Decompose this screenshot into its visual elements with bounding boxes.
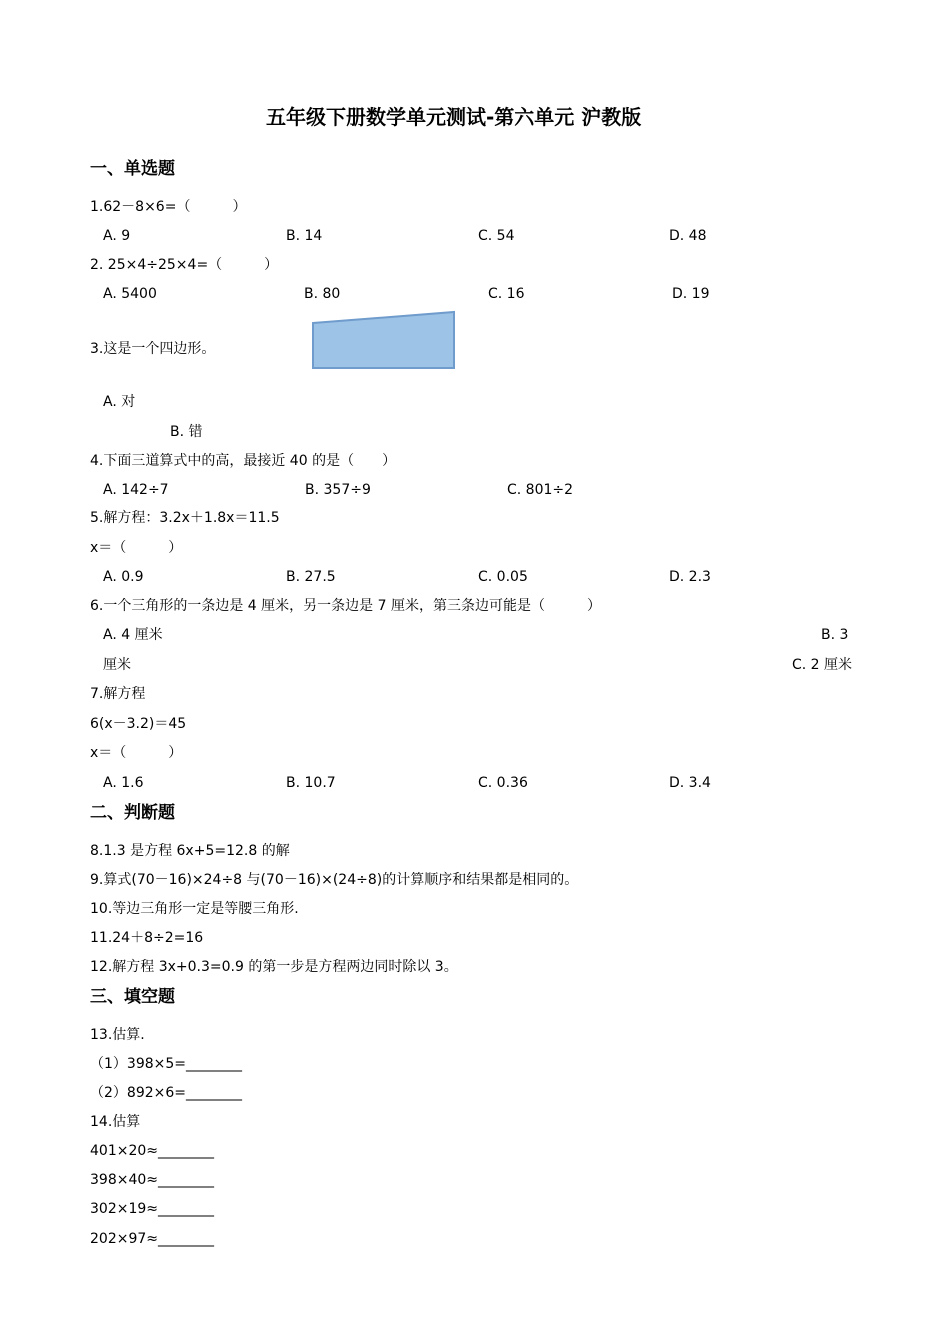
question-14-line-4: 202×97≈________: [90, 1231, 214, 1247]
question-2-stem: 2. 25×4÷25×4=（ ）: [90, 257, 279, 273]
question-14-line-2: 398×40≈________: [90, 1172, 214, 1188]
question-6-option-b: B. 3: [821, 627, 849, 643]
question-3-option-a: A. 对: [103, 394, 136, 410]
question-13-part-2: （2）892×6=________: [90, 1085, 242, 1101]
question-4-stem: 4.下面三道算式中的高，最接近 40 的是（ ）: [90, 453, 397, 469]
question-3-option-b: B. 错: [170, 424, 203, 440]
question-1-option-d: D. 48: [669, 228, 707, 244]
question-4-option-a: A. 142÷7: [103, 482, 169, 498]
question-5-answer-line: x＝（ ）: [90, 540, 183, 556]
question-6-stem: 6.一个三角形的一条边是 4 厘米，另一条边是 7 厘米，第三条边可能是（ ）: [90, 598, 601, 614]
question-14-line-3: 302×19≈________: [90, 1201, 214, 1217]
question-13-stem: 13.估算.: [90, 1027, 145, 1043]
question-2-option-c: C. 16: [488, 286, 525, 302]
question-12: 12.解方程 3x+0.3=0.9 的第一步是方程两边同时除以 3。: [90, 959, 458, 975]
question-6-option-b-unit: 厘米: [103, 657, 131, 673]
question-1-option-a: A. 9: [103, 228, 131, 244]
question-7-equation: 6(x－3.2)＝45: [90, 716, 187, 732]
page-title: 五年级下册数学单元测试-第六单元 沪教版: [266, 105, 642, 129]
question-7-stem: 7.解方程: [90, 686, 146, 702]
question-7-option-b: B. 10.7: [286, 775, 336, 791]
section-heading-fill-in: 三、填空题: [90, 987, 175, 1007]
question-5-option-b: B. 27.5: [286, 569, 336, 585]
question-1-option-c: C. 54: [478, 228, 515, 244]
section-heading-single-choice: 一、单选题: [90, 159, 175, 179]
question-4-option-b: B. 357÷9: [305, 482, 371, 498]
question-5-option-a: A. 0.9: [103, 569, 144, 585]
question-7-option-a: A. 1.6: [103, 775, 144, 791]
question-2-option-b: B. 80: [304, 286, 341, 302]
question-6-option-c: C. 2 厘米: [792, 657, 853, 673]
question-4-option-c: C. 801÷2: [507, 482, 574, 498]
question-3-stem: 3.这是一个四边形。: [90, 341, 216, 357]
question-2-option-a: A. 5400: [103, 286, 157, 302]
question-14-line-1: 401×20≈________: [90, 1143, 214, 1159]
section-heading-true-false: 二、判断题: [90, 803, 175, 823]
question-7-option-d: D. 3.4: [669, 775, 711, 791]
question-5-option-d: D. 2.3: [669, 569, 711, 585]
question-8: 8.1.3 是方程 6x+5=12.8 的解: [90, 843, 290, 859]
question-10: 10.等边三角形一定是等腰三角形.: [90, 901, 299, 917]
question-14-stem: 14.估算: [90, 1114, 141, 1130]
question-6-option-a: A. 4 厘米: [103, 627, 163, 643]
question-5-stem: 5.解方程：3.2x＋1.8x＝11.5: [90, 510, 280, 526]
question-1-option-b: B. 14: [286, 228, 323, 244]
question-5-option-c: C. 0.05: [478, 569, 528, 585]
question-11: 11.24＋8÷2=16: [90, 930, 204, 946]
question-2-option-d: D. 19: [672, 286, 710, 302]
question-1-stem: 1.62－8×6=（ ）: [90, 199, 247, 215]
question-13-part-1: （1）398×5=________: [90, 1056, 242, 1072]
quadrilateral-figure: [312, 310, 458, 372]
question-9: 9.算式(70－16)×24÷8 与(70－16)×(24÷8)的计算顺序和结果都是相同的。: [90, 872, 579, 888]
question-7-answer-line: x＝（ ）: [90, 745, 183, 761]
question-7-option-c: C. 0.36: [478, 775, 528, 791]
